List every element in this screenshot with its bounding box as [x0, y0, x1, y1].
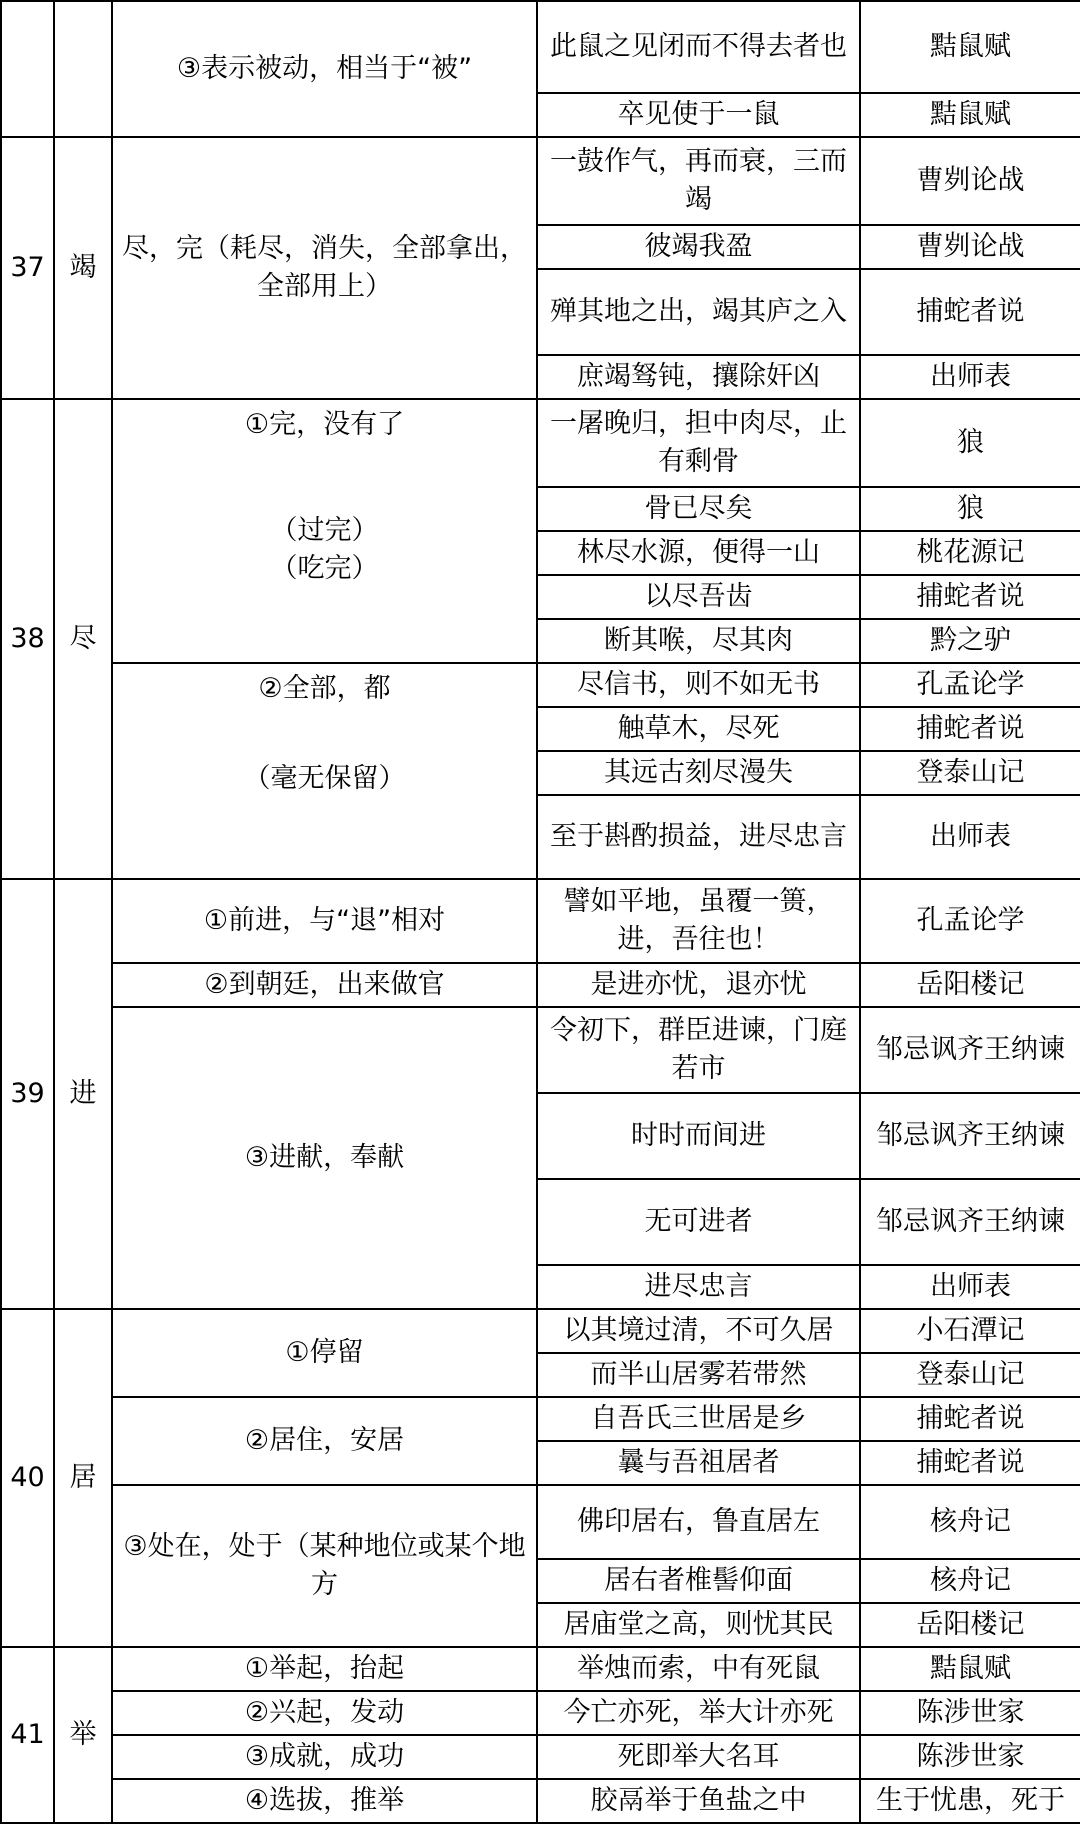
sense-label: 尽，完（耗尽，消失，全部拿出，全部用上）	[112, 137, 537, 399]
example-text: 时时而间进	[537, 1093, 860, 1179]
entry-character: 尽	[54, 399, 112, 879]
example-source: 黠鼠赋	[860, 1, 1080, 93]
example-source: 邹忌讽齐王纳谏	[860, 1179, 1080, 1265]
example-text: 令初下，群臣进谏，门庭若市	[537, 1007, 860, 1093]
table-row	[1, 1485, 1080, 1559]
example-source: 桃花源记	[860, 531, 1080, 575]
example-source: 狼	[860, 399, 1080, 487]
example-source: 岳阳楼记	[860, 1603, 1080, 1647]
example-source: 黔之驴	[860, 619, 1080, 663]
entry-number	[1, 1, 54, 137]
example-source: 邹忌讽齐王纳谏	[860, 1007, 1080, 1093]
sense-note: （过完）	[270, 515, 379, 546]
example-text: 佛印居右，鲁直居左	[537, 1485, 860, 1559]
example-text: 断其喉，尽其肉	[537, 619, 860, 663]
example-source: 邹忌讽齐王纳谏	[860, 1093, 1080, 1179]
table-row	[1, 1647, 1080, 1691]
entry-number: 41	[1, 1647, 54, 1823]
example-text: 居庙堂之高，则忧其民	[537, 1603, 860, 1647]
example-text: 譬如平地，虽覆一篑，进，吾往也！	[537, 879, 860, 963]
example-text: 死即举大名耳	[537, 1735, 860, 1779]
entry-number: 38	[1, 399, 54, 879]
sense-label: ①完，没有了	[244, 409, 405, 440]
example-text: 卒见使于一鼠	[537, 93, 860, 137]
example-source: 生于忧患，死于	[860, 1779, 1080, 1823]
sense-label: ①前进，与“退”相对	[112, 879, 537, 963]
sense-label: ②全部，都	[258, 673, 391, 704]
sense-label: ③处在，处于（某种地位或某个地方	[112, 1485, 537, 1647]
example-source: 核舟记	[860, 1485, 1080, 1559]
example-source: 小石潭记	[860, 1309, 1080, 1353]
table-row	[1, 1, 1080, 93]
table-row	[1, 879, 1080, 963]
entry-character: 竭	[54, 137, 112, 399]
example-source: 陈涉世家	[860, 1735, 1080, 1779]
example-source: 陈涉世家	[860, 1691, 1080, 1735]
example-text: 至于斟酌损益，进尽忠言	[537, 795, 860, 879]
example-text: 举烛而索，中有死鼠	[537, 1647, 860, 1691]
example-text: 以尽吾齿	[537, 575, 860, 619]
sense-label: ①举起，抬起	[112, 1647, 537, 1691]
example-source: 捕蛇者说	[860, 707, 1080, 751]
sense-label: ③表示被动，相当于“被”	[112, 1, 537, 137]
example-source: 核舟记	[860, 1559, 1080, 1603]
entry-number: 40	[1, 1309, 54, 1647]
example-source: 孔孟论学	[860, 663, 1080, 707]
example-text: 自吾氏三世居是乡	[537, 1397, 860, 1441]
example-source: 捕蛇者说	[860, 1397, 1080, 1441]
example-source: 狼	[860, 487, 1080, 531]
example-text: 此鼠之见闭而不得去者也	[537, 1, 860, 93]
sense-note: （吃完）	[270, 553, 379, 584]
entry-number: 39	[1, 879, 54, 1309]
sense-label-block	[112, 663, 537, 879]
sense-label: ①停留	[112, 1309, 537, 1397]
example-source: 捕蛇者说	[860, 575, 1080, 619]
example-text: 居右者椎髻仰面	[537, 1559, 860, 1603]
example-source: 登泰山记	[860, 1353, 1080, 1397]
example-source: 登泰山记	[860, 751, 1080, 795]
table-row	[1, 963, 1080, 1007]
entry-character	[54, 1, 112, 137]
example-source: 出师表	[860, 1265, 1080, 1309]
example-text: 以其境过清，不可久居	[537, 1309, 860, 1353]
sense-label: ②到朝廷，出来做官	[112, 963, 537, 1007]
example-source: 出师表	[860, 355, 1080, 399]
example-text: 林尽水源，便得一山	[537, 531, 860, 575]
example-text: 是进亦忧，退亦忧	[537, 963, 860, 1007]
sense-label: ②兴起，发动	[112, 1691, 537, 1735]
example-text: 庶竭驽钝，攘除奸凶	[537, 355, 860, 399]
example-text: 而半山居雾若带然	[537, 1353, 860, 1397]
example-source: 出师表	[860, 795, 1080, 879]
example-source: 岳阳楼记	[860, 963, 1080, 1007]
sense-note: （毫无保留）	[243, 763, 406, 794]
example-source: 黠鼠赋	[860, 93, 1080, 137]
entry-character: 举	[54, 1647, 112, 1823]
table-row	[1, 1309, 1080, 1353]
sense-label-block	[112, 399, 537, 663]
example-text: 尽信书，则不如无书	[537, 663, 860, 707]
sense-label: ③成就，成功	[112, 1735, 537, 1779]
example-source: 孔孟论学	[860, 879, 1080, 963]
table-row	[1, 1691, 1080, 1735]
example-source: 捕蛇者说	[860, 269, 1080, 355]
sense-label: ②居住，安居	[112, 1397, 537, 1485]
example-text: 一屠晚归，担中肉尽，止有剩骨	[537, 399, 860, 487]
table-row	[1, 663, 1080, 707]
example-source: 黠鼠赋	[860, 1647, 1080, 1691]
sense-label: ③进献，奉献	[112, 1007, 537, 1309]
example-text: 胶鬲举于鱼盐之中	[537, 1779, 860, 1823]
example-text: 无可进者	[537, 1179, 860, 1265]
example-text: 今亡亦死，举大计亦死	[537, 1691, 860, 1735]
sense-label: ④选拔，推举	[112, 1779, 537, 1823]
entry-number: 37	[1, 137, 54, 399]
table-row	[1, 1397, 1080, 1441]
example-source: 曹刿论战	[860, 225, 1080, 269]
table-row	[1, 1735, 1080, 1779]
example-text: 进尽忠言	[537, 1265, 860, 1309]
example-text: 殚其地之出，竭其庐之入	[537, 269, 860, 355]
example-source: 曹刿论战	[860, 137, 1080, 225]
example-text: 一鼓作气，再而衰，三而竭	[537, 137, 860, 225]
example-text: 曩与吾祖居者	[537, 1441, 860, 1485]
example-text: 骨已尽矣	[537, 487, 860, 531]
example-source: 捕蛇者说	[860, 1441, 1080, 1485]
example-text: 触草木，尽死	[537, 707, 860, 751]
table-row	[1, 137, 1080, 225]
example-text: 彼竭我盈	[537, 225, 860, 269]
entry-character: 居	[54, 1309, 112, 1647]
table-row	[1, 1007, 1080, 1093]
table-row	[1, 1779, 1080, 1823]
entry-character: 进	[54, 879, 112, 1309]
example-text: 其远古刻尽漫失	[537, 751, 860, 795]
table-row	[1, 399, 1080, 487]
